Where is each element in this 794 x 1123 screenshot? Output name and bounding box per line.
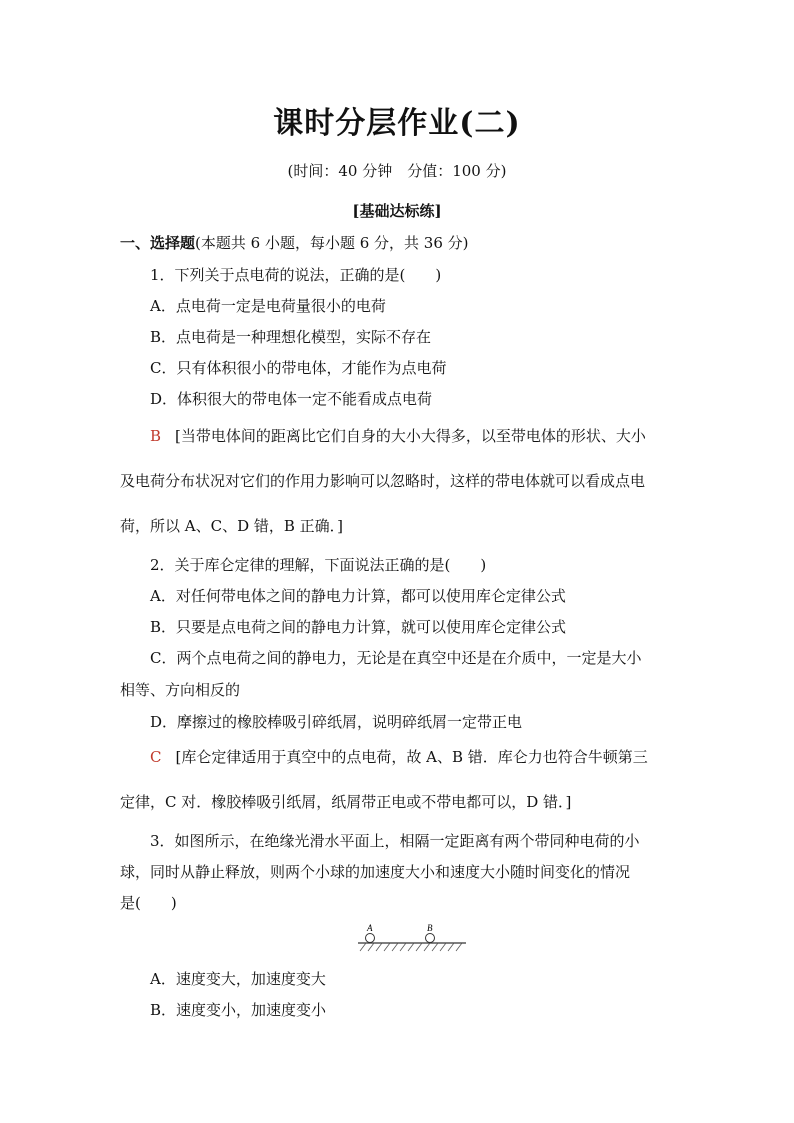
q1-option-d: D．体积很大的带电体一定不能看成点电荷 bbox=[150, 390, 433, 408]
q3-stem-2: 球，同时从静止释放，则两个小球的加速度大小和速度大小随时间变化的情况 bbox=[120, 863, 631, 881]
section-label: 一、选择题 bbox=[120, 234, 196, 252]
q3-option-b: B．速度变小，加速度变小 bbox=[150, 1001, 327, 1019]
q1-answer-line bbox=[150, 425, 710, 446]
section-note: (本题共 6 小题，每小题 6 分，共 36 分) bbox=[195, 234, 469, 252]
figure-label-a: A bbox=[367, 923, 373, 933]
q1-answer: B bbox=[150, 427, 162, 445]
q3-option-a: A．速度变大，加速度变大 bbox=[150, 970, 326, 988]
q3-figure bbox=[356, 922, 468, 956]
q3-stem-3: 是( ) bbox=[120, 894, 177, 912]
ball-a bbox=[366, 934, 375, 943]
time-score-info: (时间：40 分钟 分值：100 分) bbox=[287, 162, 507, 180]
q2-answer-line bbox=[150, 746, 710, 767]
q2-option-c: C．两个点电荷之间的静电力，无论是在真空中还是在介质中，一定是大小 bbox=[150, 649, 642, 667]
section-tag: [基础达标练] bbox=[352, 202, 442, 220]
page-title: 课时分层作业(二) bbox=[273, 106, 521, 141]
q1-stem: 1．下列关于点电荷的说法，正确的是( ) bbox=[150, 266, 442, 284]
ball-b bbox=[426, 934, 435, 943]
q2-answer: C bbox=[150, 748, 162, 766]
q1-option-c: C．只有体积很小的带电体，才能作为点电荷 bbox=[150, 359, 447, 377]
q2-option-b: B．只要是点电荷之间的静电力计算，就可以使用库仑定律公式 bbox=[150, 618, 567, 636]
q1-explanation-1: [当带电体间的距离比它们自身的大小大得多，以至带电体的形状、大小 bbox=[175, 427, 646, 445]
q1-option-a: A．点电荷一定是电荷量很小的电荷 bbox=[150, 297, 386, 315]
q1-option-b: B．点电荷是一种理想化模型，实际不存在 bbox=[150, 328, 432, 346]
q2-option-a: A．对任何带电体之间的静电力计算，都可以使用库仑定律公式 bbox=[150, 587, 566, 605]
q3-stem-1: 3．如图所示，在绝缘光滑水平面上，相隔一定距离有两个带同种电荷的小 bbox=[150, 832, 640, 850]
q1-explanation-2: 及电荷分布状况对它们的作用力影响可以忽略时，这样的带电体就可以看成点电 bbox=[120, 472, 646, 490]
q2-stem: 2．关于库仑定律的理解，下面说法正确的是( ) bbox=[150, 556, 487, 574]
q2-explanation-1: [库仑定律适用于真空中的点电荷，故 A、B 错．库仑力也符合牛顿第三 bbox=[175, 748, 648, 766]
section-heading bbox=[120, 232, 680, 253]
q2-option-c-cont: 相等、方向相反的 bbox=[120, 681, 241, 699]
q2-explanation-2: 定律，C 对．橡胶棒吸引纸屑，纸屑带正电或不带电都可以，D 错．] bbox=[120, 793, 572, 811]
ground-hatching bbox=[360, 943, 462, 951]
figure-label-b: B bbox=[427, 923, 433, 933]
q1-explanation-3: 荷，所以 A、C、D 错，B 正确．] bbox=[120, 517, 344, 535]
q2-option-d: D．摩擦过的橡胶棒吸引碎纸屑，说明碎纸屑一定带正电 bbox=[150, 713, 523, 731]
